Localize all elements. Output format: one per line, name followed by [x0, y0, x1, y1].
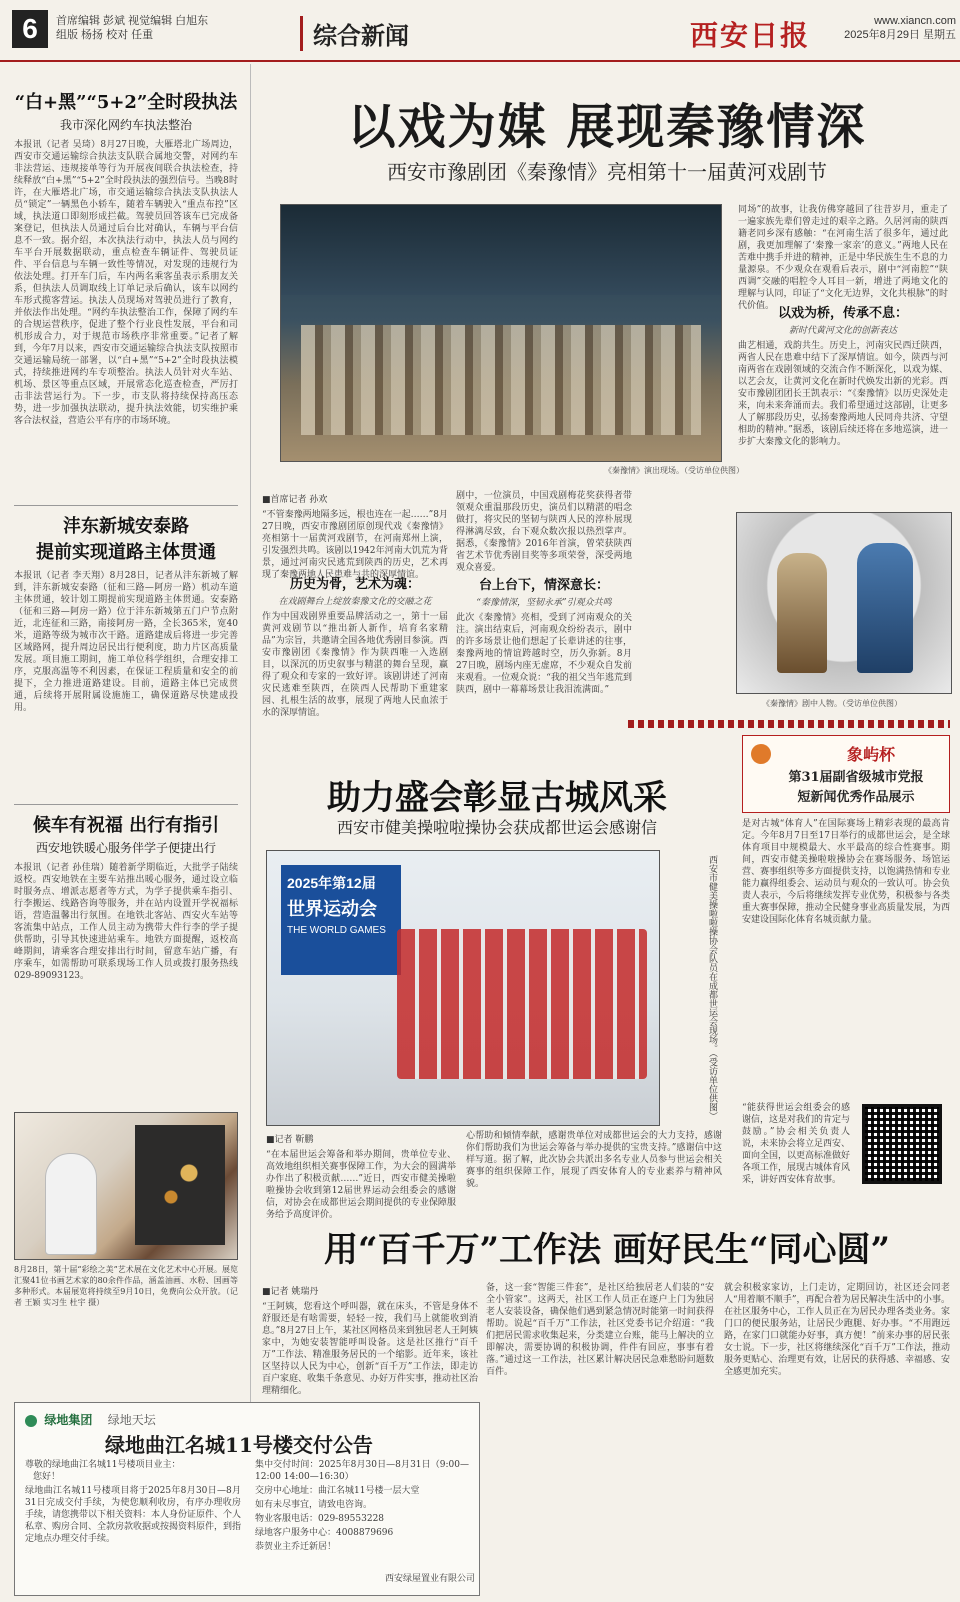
brand-name: 绿地集团: [44, 1413, 93, 1427]
brand-name-2: 绿地天坛: [107, 1413, 156, 1427]
main-col3-body: 剧中，一位演员，中国戏剧梅花奖获得者带领观众重温那段历史，演员们以精湛的唱念做打，将灾民的坚韧与陕西人民的淳朴展现得淋漓尽致，台下观众数次报以热烈掌声。据悉，《秦豫情》2016年首演，曾荣获陕西省艺术节优秀剧目奖等多项荣誉，深受两地观众喜爱。: [456, 491, 632, 573]
award-title-line1: 第31届副省级城市党报: [788, 770, 924, 785]
notice-company: 西安绿屋置业有限公司: [384, 1574, 475, 1584]
article1-title: “白+黑”“5+2”全时段执法: [14, 92, 238, 113]
art-exhibition-caption: 8月28日，第十届“彩绘之美”艺术展在文化艺术中心开展。展览汇聚41位书画艺术家的80余件作品，涵盖油画、水粉、国画等多种形式。本届展览将持续至9月10日，免费向公众开放。（记者 王颖 实习生 杜宇 摄）: [14, 1265, 238, 1307]
main-col3: [456, 490, 632, 704]
main-section3-heading: 以戏为桥，传承不息：: [777, 306, 908, 321]
art-exhibition-photo: [14, 1112, 238, 1260]
article-c-body2: 备，这一套“智能三件套”，是社区给独居老人们装的“安全小管家”。这两天，社区工作人员正在逐户上门为独居老人安装设备，确保他们遇到紧急情况时能第一时间获得帮助。说起“百千万”工作法，社区党委书记介绍道：“我们把居民需求收集起来，分类建立台账，能马上解决的立即解决，需要协调的积极协调，件件有回应，事事有着落。”通过这一工作法，社区累计解决居民急难愁盼问题数百件。: [486, 1283, 714, 1377]
main-section1-body: 作为中国戏剧界重要品牌活动之一，第十一届黄河戏剧节以“推出新人新作，培育名家精品”为宗旨，共邀请全国各地优秀剧目参演。西安市豫剧团《秦豫情》作为陕西唯一入选剧目，以深沉的历史叙事与精湛的舞台呈现，赢得了观众和专家的一致好评。该剧讲述了河南灾民逃难至陕西，在陕西人民帮助下重建家园、扎根生活的故事，展现了两地人民血浓于水的深厚情谊。: [262, 612, 448, 718]
divider: [14, 505, 238, 506]
notice-closing: 恭贺业主乔迁新居！: [255, 1542, 337, 1552]
banner-line3: THE WORLD GAMES: [287, 925, 386, 936]
article-c-col1: [262, 1282, 478, 1397]
main-section3-body: 曲艺相通，戏韵共生。历史上，河南灾民西迁陕西，两省人民在患难中结下了深厚情谊。如今，陕西与河南两省在戏剧领域的交流合作不断深化，以戏为媒、以艺会友，让黄河文化在新时代焕发出新的光彩。西安市豫剧团团长王凯表示：“《秦豫情》以历史深处走来，向未来奔涌而去。我们希望通过这部剧，让更多人了解那段历史，弘扬秦豫两地人民同舟共济、守望相助的精神。”据悉，该剧后续还将在多地巡演，进一步扩大秦豫文化的影响力。: [738, 341, 948, 447]
stage-photo-caption: 《秦豫情》演出现场。（受访单位供图）: [604, 466, 744, 475]
notice-phone1: 物业客服电话：029-89553228: [255, 1514, 385, 1524]
actor-figure-right: [857, 543, 913, 673]
award-logo-icon: [751, 744, 771, 764]
article-b-subtitle: 西安市健美操啦啦操协会获成都世运会感谢信: [336, 818, 657, 837]
divider: [14, 804, 238, 805]
delivery-notice: [14, 1402, 480, 1596]
actor-figure-left: [777, 553, 827, 673]
worldgames-banner: [281, 865, 401, 975]
main-section1-heading: 历史为骨，艺术为魂：: [289, 577, 420, 592]
main-section3-quote: 新时代黄河文化的创新表达: [788, 326, 897, 336]
page-number: 6: [12, 10, 48, 48]
left-column: [14, 64, 238, 1324]
worldgames-side-caption: 西安市健美操啦啦操协会队员在成都世运会现场。（受访单位供图）: [707, 855, 717, 1121]
article-c-reporter: ■记者 姚瑞丹: [262, 1287, 319, 1297]
actors-photo-caption: 《秦豫情》剧中人物。（受访单位供图）: [762, 699, 902, 708]
column-divider: [250, 64, 251, 1534]
main-reporter: ■首席记者 孙欢: [262, 495, 328, 505]
stage-photo: [280, 204, 722, 462]
article-b-body3: 是对古城“体育人”在国际赛场上精彩表现的最高肯定。今年8月7日至17日举行的成都世运会，是全球体育项目中规模最大、水平最高的综合性赛事。期间，西安市健美操啦啦操协会在赛场服务、场馆运营、赛事组织等多方面提供支持，以饱满热情和专业能力赢得组委会、运动员与观众的一致认可。协会负责人表示，今后将继续发挥专业优势，积极参与各类重大赛事保障，推动全民健身事业高质量发展，为西安建设国际化体育名城贡献力量。: [742, 819, 950, 925]
worldgames-photo: [266, 850, 660, 1126]
main-section2-heading: 台上台下，情深意长：: [478, 578, 609, 593]
article-c-title: 用“百千万”工作法 画好民生“同心圆”: [323, 1230, 891, 1270]
painting-figure: [135, 1125, 225, 1245]
notice-brand: [25, 1411, 156, 1428]
actors-photo: [736, 512, 952, 694]
editors-line-1: 首席编辑 彭斌 视觉编辑 白旭东: [56, 15, 209, 27]
article3-title: 候车有祝福 出行有指引: [32, 815, 220, 836]
award-title-line2: 短新闻优秀作品展示: [797, 790, 915, 805]
article-b-reporter: ■记者 靳鹏: [266, 1135, 314, 1145]
article-b-body4: “能获得世运会组委会的感谢信，这是对我们的肯定与鼓励。”协会相关负责人说，未来协会将立足西安、面向全国，以更高标准做好各项工作，展现古城体育风采，讲好西安体育故事。: [742, 1103, 851, 1185]
main-lead: “不管秦豫两地隔多远，根也连在一起……”8月27日晚，西安市豫剧团原创现代戏《秦豫情》亮相第十一届黄河戏剧节，在河南郑州上演，引发强烈共鸣。该剧以1942年河南大饥荒为背景，通过河南灾民逃荒到陕西的历史，艺术再现了秦豫两地人民患难与共的深厚情谊。: [262, 510, 448, 580]
decorative-border: [628, 720, 950, 728]
article1-subtitle: 我市深化网约车执法整治: [59, 118, 192, 132]
brand-logo-icon: [25, 1415, 37, 1427]
article2-title-line1: 沣东新城安泰路: [63, 516, 189, 537]
banner-line1: 2025年第12届: [287, 875, 376, 891]
banner-line2: 世界运动会: [287, 899, 377, 919]
main-section2-body: 此次《秦豫情》亮相，受到了河南观众的关注。演出结束后，河南观众纷纷表示，剧中的许多场景让他们想起了长辈讲述的往事，秦豫两地的情谊跨越时空，历久弥新。8月27日晚，剧场内座无虚席，不少观众自发前来观看。一位观众说：“我的祖父当年逃荒到陕西，剧中一幕幕场景让我泪流满面。”: [456, 613, 632, 695]
notice-greeting: 您好！: [33, 1472, 61, 1482]
notice-time: 集中交付时间：2025年8月30日—8月31日（9:00—12:00 14:00—16:30）: [255, 1460, 469, 1482]
article-c-body3: 就会积极家家访，上门走访，定期回访，社区还会同老人“用着顺不顺手”，再配合着为居民解决生活中的小事。在社区服务中心，工作人员正在为居民办理各类业务。家门口的便民服务站，让居民少跑腿、好办事。“不用跑远路，在家门口就能办好事，真方便！”前来办事的居民张女士说。下一步，社区将继续深化“百千万”工作法，推动服务更贴心、治理更有效，让居民的获得感、幸福感、安全感更加充实。: [724, 1283, 950, 1377]
editors-line-2: 组版 杨扬 校对 任重: [56, 29, 154, 41]
article1-body: 本报讯（记者 吴琦）8月27日晚，大雁塔北广场周边，西安市交通运输综合执法支队联合属地交警，对网约车非法营运、违规接单等行为开展夜间联合执法检查，持续释放“白+黑”“5+2”全时段执法的强烈信号。当晚8时许，在大雁塔北广场，市交通运输综合执法支队执法人员“锁定”一辆黑色小轿车，随着车辆驶入“重点布控”区域，执法道口即刻形成拦截。驾驶员回答该车已完成备案登记，但执法人员通过后台比对确认，车辆与平台信息不一致。据介绍，本次执法行动中，执法人员与网约车平台开展数据联动，重点检查车辆证件、驾驶员证件、平台信息与车辆一致性等情况，对发现的违规行为依法处理。打开车门后，车内两名乘客虽表示系朋友关系，但执法人员调取线上订单记录后确认，该车以网约车形式揽客营运。执法人员现场对驾驶员进行了教育，并依法作出处理。“网约车执法整治工作，保障了网约车的合规运营秩序，促进了整个行业良性发展，平台和司机形成合力，对于规范市场秩序非常重要。”记者了解到，今年7月以来，西安市交通运输综合执法支队按照市交通运输局统一部署，以“白+黑”“5+2”全时段执法模式，持续推进网约车专项整治。执法人员针对火车站、机场、景区等重点区域，开展常态化巡查检查，严厉打击非法营运行为。下一步，市支队将持续保持高压态势，进一步加强执法联动，提升执法效能，切实维护乘客合法权益，营造公平有序的市场环境。: [14, 140, 238, 426]
main-col2: [262, 490, 448, 718]
section-title: 综合新闻: [300, 16, 409, 51]
main-section2-quote: “秦豫情深，坚韧永承”引观众共鸣: [476, 598, 612, 608]
article-c-body1: “王阿姨，您看这个呼叫器，就在床头，不管是身体不舒服还是有啥需要，轻轻一按，我们马上就能收到消息。”8月27日上午，某社区网格员来到独居老人王阿姨家中，为她安装智能呼叫设备。这是社区推行“百千万”工作法、精准服务居民的一个缩影。近年来，该社区坚持以人民为中心，创新“百千万”工作法，即走访百户家庭、收集千条意见、办好万件实事，推动社区治理精细化。: [262, 1302, 479, 1396]
article-b-title: 助力盛会彰显古城风采: [327, 778, 667, 818]
article3-subtitle: 西安地铁暖心服务伴学子便捷出行: [35, 841, 216, 855]
article-b-body1: “在本届世运会筹备和举办期间，贵单位专业、高效地组织相关赛事保障工作，为大会的圆满举办作出了积极贡献……”近日，西安市健美操啦啦操协会收到第12届世界运动会组委会的感谢信，对协会在成都世运会期间提供的专业保障服务给予高度评价。: [266, 1150, 456, 1220]
dancers-group: [397, 929, 647, 1079]
page-header: [0, 0, 960, 62]
main-section1-quote: 在戏剧舞台上绽放秦豫文化的交融之花: [278, 597, 432, 607]
article3-body: 本报讯（记者 孙佳瑞）随着新学期临近，大批学子陆续返校。西安地铁在主要车站推出暖心服务，通过设立临时服务点、增派志愿者等方式，为学子提供乘车指引、行李搬运、线路咨询等服务，并在站内设置开学祝福标语，营造温馨出行氛围。在地铁北客站、西安火车站等客流集中站点，工作人员主动为携带大件行李的学子提供帮助，引导其快速进站乘车。地铁方面提醒，返校高峰期间，请乘客合理安排出行时间，留意车站广播，有序乘车，如需帮助可联系现场工作人员或拨打服务热线029-89093123。: [14, 863, 238, 981]
article2-body: 本报讯（记者 李天翔）8月28日，记者从沣东新城了解到，沣东新城安泰路（征和三路—阿房一路）机动车道主体贯通，较计划工期提前实现道路主体贯通。安泰路（征和三路—阿房一路）位于沣东新城第五门户节点附近，北连征和三路，南接阿房一路，全长365米，宽40米，道路等级为城市次干路。道路建成后将进一步完善区域路网，提升周边居民出行便利度，助力片区高质量发展。项目施工期间，施工单位科学组织，合理安排工序，克服高温等不利因素，在保证工程质量和安全的前提下，全力推进道路建设。目前，道路主体已完成贯通，后续将开展附属设施施工，确保道路尽快建成投用。: [14, 571, 238, 713]
main-col4-body: 同场”的故事，让我仿佛穿越回了往昔岁月，重走了一遍家族先辈们曾走过的艰辛之路。久居河南的陕西籍老同乡深有感触：“在河南生活了很多年，通过此剧，我更加理解了‘秦豫一家亲’的意义。”两地人民在苦难中携手并进的精神，正是中华民族生生不息的力量源泉。不少观众在观看后表示，剧中“河南腔”“陕西调”交融的唱腔令人耳目一新，增进了两地文化的理解与认同，印证了“文化无边界，文化共根脉”的时代价值。: [738, 205, 948, 311]
notice-salutation: 尊敬的绿地曲江名城11号楼项目业主：: [25, 1460, 181, 1470]
issue-date: 2025年8月29日 星期五: [844, 29, 956, 41]
article-b-body2: 心帮助和倾情奉献，感谢贵单位对成都世运会的大力支持，感谢你们帮助我们为世运会筹备与举办提供的宝贵支持。”感谢信中这样写道。据了解，此次协会共派出多名专业人员参与世运会相关赛事的组织保障工作，展现了西安体育人的专业素养与精神风貌。: [466, 1131, 722, 1189]
notice-hotline-label: 如有未尽事宜，请致电咨询。: [255, 1500, 373, 1510]
notice-body: 绿地曲江名城11号楼项目将于2025年8月30日—8月31日完成交付手续，为使您顺利收房，有序办理收房手续，请您携带以下相关资料：本人身份证原件、个人私章、购房合同、全款房款收据或按揭资料原件，到指定地点办理交付手续。: [25, 1486, 242, 1544]
main-col4: [738, 204, 948, 460]
visitor-figure: [45, 1153, 97, 1255]
masthead-info: [836, 14, 956, 42]
award-banner: [742, 735, 950, 813]
notice-place: 交房中心地址：曲江名城11号楼一层大堂: [255, 1486, 420, 1496]
article2-title-line2: 提前实现道路主体贯通: [36, 542, 216, 563]
main-subtitle: 西安市豫剧团《秦豫情》亮相第十一届黄河戏剧节: [387, 160, 827, 184]
newspaper-logo: 西安日报: [690, 19, 811, 52]
editors-info: [56, 14, 256, 42]
stage-lights: [281, 205, 721, 295]
article-b-col1: [266, 1130, 456, 1221]
notice-phone2: 绿地客户服务中心：4008879696: [255, 1528, 394, 1538]
award-tag: 象屿杯: [847, 745, 896, 764]
qr-code-icon[interactable]: [862, 1104, 942, 1184]
notice-title: 绿地曲江名城11号楼交付公告: [105, 1433, 373, 1457]
site-url[interactable]: www.xiancn.com: [874, 15, 956, 27]
performers-row: [301, 325, 701, 435]
main-title: 以戏为媒 展现秦豫情深: [347, 99, 867, 155]
